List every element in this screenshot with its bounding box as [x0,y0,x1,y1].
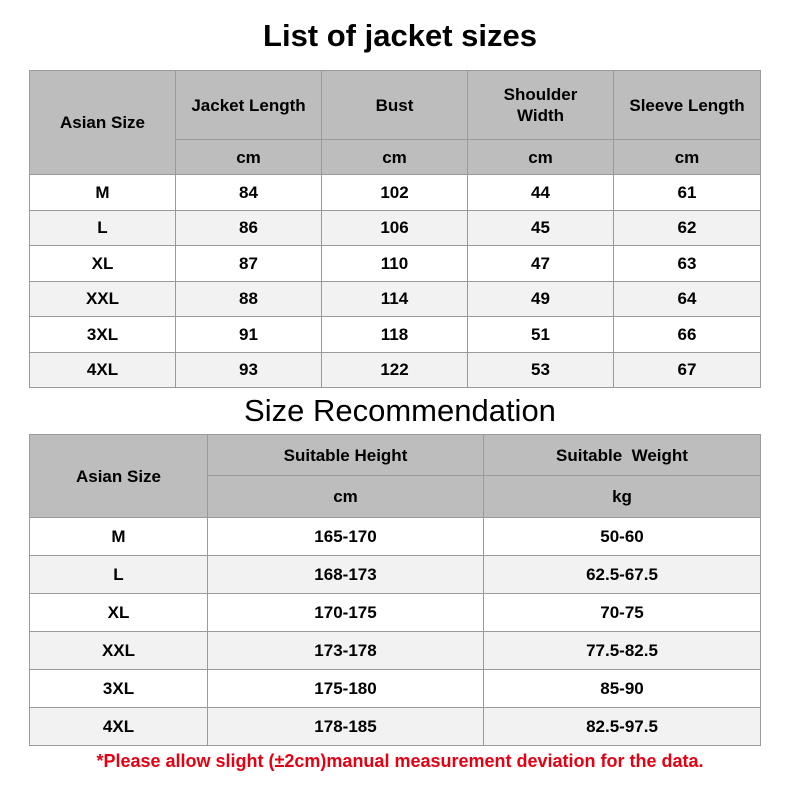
table-row [30,175,761,211]
value-cell: 91 [176,317,322,353]
jacket-sizes-title: List of jacket sizes [263,18,537,53]
size-label-cell: 4XL [30,352,176,388]
header-asian-size: Asian Size [30,71,176,175]
jacket-sizes-table [29,70,761,388]
size-label-cell: XXL [30,281,176,317]
unit-cell: cm [468,140,614,175]
value-cell: 62 [614,210,761,246]
header-suitable-height: Suitable Height [208,435,484,476]
table-row [30,210,761,246]
value-cell: 70-75 [484,594,761,632]
size-label-cell: L [30,556,208,594]
value-cell: 47 [468,246,614,282]
value-cell: 88 [176,281,322,317]
table-row [30,352,761,388]
value-cell: 102 [322,175,468,211]
value-cell: 84 [176,175,322,211]
value-cell: 168-173 [208,556,484,594]
size-label-cell: M [30,175,176,211]
value-cell: 61 [614,175,761,211]
value-cell: 178-185 [208,708,484,746]
value-cell: 82.5-97.5 [484,708,761,746]
size-label-cell: 3XL [30,670,208,708]
size-recommendation-title: Size Recommendation [244,393,556,428]
header-asian-size: Asian Size [30,435,208,518]
table-row [30,281,761,317]
size-label-cell: M [30,518,208,556]
value-cell: 86 [176,210,322,246]
value-cell: 44 [468,175,614,211]
table-row [30,556,761,594]
table-row [30,670,761,708]
value-cell: 50-60 [484,518,761,556]
value-cell: 53 [468,352,614,388]
table-row [30,246,761,282]
value-cell: 85-90 [484,670,761,708]
value-cell: 77.5-82.5 [484,632,761,670]
unit-cell: kg [484,476,761,518]
size-label-cell: 4XL [30,708,208,746]
table-row [30,708,761,746]
value-cell: 63 [614,246,761,282]
value-cell: 45 [468,210,614,246]
value-cell: 64 [614,281,761,317]
value-cell: 165-170 [208,518,484,556]
value-cell: 62.5-67.5 [484,556,761,594]
header-jacket-length: Jacket Length [176,71,322,140]
value-cell: 110 [322,246,468,282]
unit-cell: cm [208,476,484,518]
unit-cell: cm [614,140,761,175]
value-cell: 67 [614,352,761,388]
header-shoulder-width: Shoulder Width [468,71,614,140]
table-row [30,594,761,632]
value-cell: 175-180 [208,670,484,708]
value-cell: 118 [322,317,468,353]
header-sleeve-length: Sleeve Length [614,71,761,140]
value-cell: 93 [176,352,322,388]
table-row [30,518,761,556]
size-label-cell: L [30,210,176,246]
size-label-cell: XXL [30,632,208,670]
table-row [30,317,761,353]
table-row [30,632,761,670]
value-cell: 170-175 [208,594,484,632]
header-bust: Bust [322,71,468,140]
value-cell: 49 [468,281,614,317]
size-recommendation-table [29,434,761,746]
value-cell: 51 [468,317,614,353]
unit-cell: cm [176,140,322,175]
value-cell: 122 [322,352,468,388]
header-suitable-weight: Suitable Weight [484,435,761,476]
value-cell: 114 [322,281,468,317]
measurement-note: *Please allow slight (±2cm)manual measurement deviation for the data. [96,751,704,771]
size-label-cell: 3XL [30,317,176,353]
value-cell: 87 [176,246,322,282]
value-cell: 173-178 [208,632,484,670]
value-cell: 106 [322,210,468,246]
size-label-cell: XL [30,594,208,632]
unit-cell: cm [322,140,468,175]
size-label-cell: XL [30,246,176,282]
value-cell: 66 [614,317,761,353]
